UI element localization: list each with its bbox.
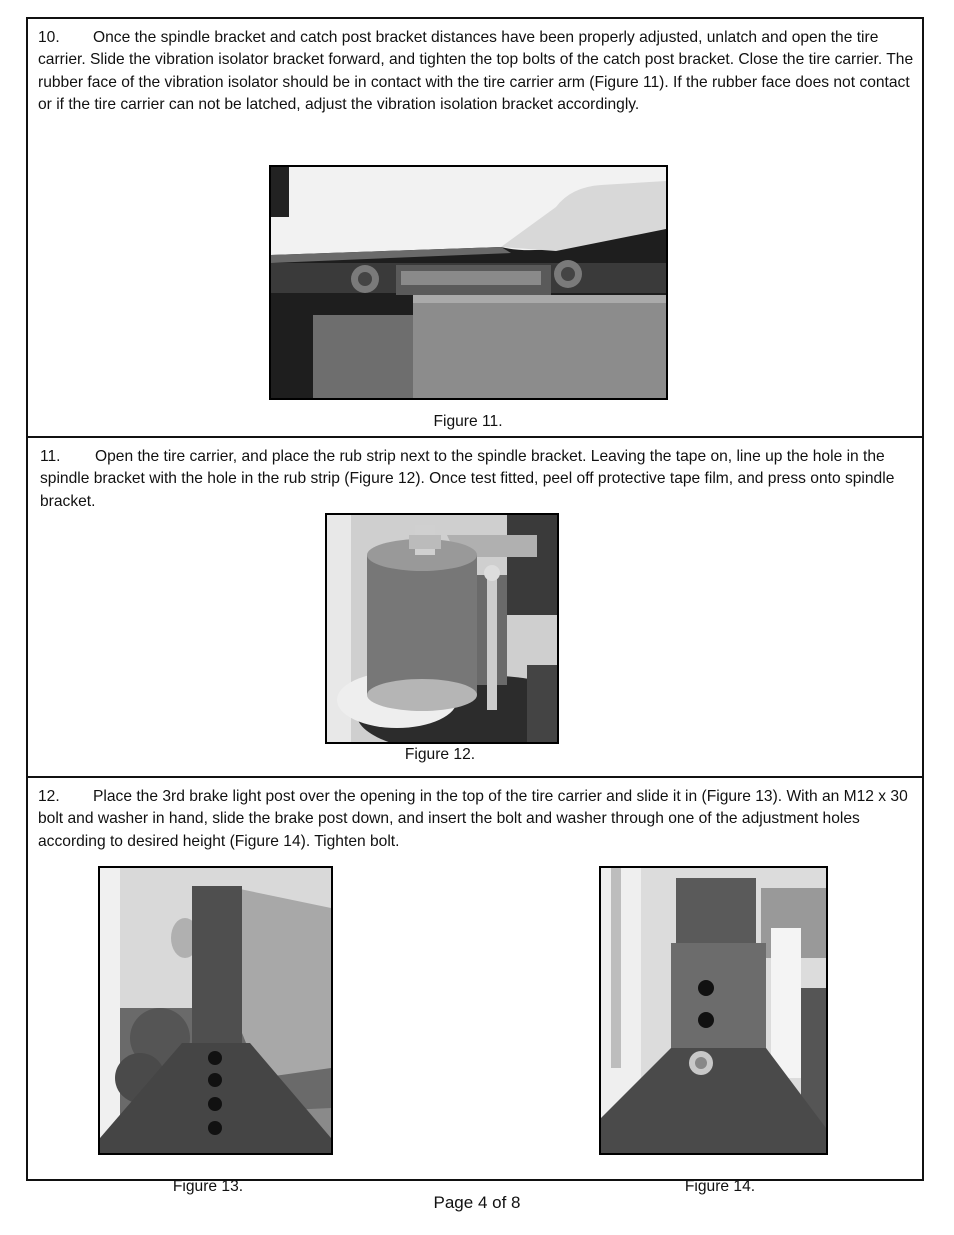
figure-14-photo bbox=[599, 866, 828, 1155]
step-11-text: 11. Open the tire carrier, and place the rub strip next to the spindle bracket. Leaving the tape on, line up the hole in the spindle bracket with the hole in the rub strip (Figure 12). Once test fitted, peel off protective tape film, and press onto spindle bracket. bbox=[40, 448, 895, 510]
figure-13-caption: Figure 13. bbox=[172, 1178, 244, 1195]
figure-11-caption: Figure 11. bbox=[433, 413, 503, 430]
step-12-section bbox=[28, 778, 922, 1195]
figure-13-photo bbox=[98, 866, 333, 1155]
figure-14-caption: Figure 14. bbox=[684, 1178, 756, 1195]
step-number: 12. bbox=[38, 788, 60, 805]
step-number: 11. bbox=[40, 448, 61, 465]
step-10-text: 10. Once the spindle bracket and catch post bracket distances have been properly adjusted, unlatch and open the tire carrier. Slide the vibration isolator bracket forward, and tighten the top bolts of the catch post bracket. Close the tire carrier. The rubber face of the vibration isolator should be in contact with the tire carrier arm (Figure 11). If the rubber face does not contact or if the tire carrier can not be latched, adjust the vibration isolation bracket accordingly. bbox=[38, 29, 914, 114]
step-number: 10. bbox=[38, 29, 60, 46]
step-12-text: 12. Place the 3rd brake light post over the opening in the top of the tire carrier and slide it in (Figure 13). With an M12 x 30 bolt and washer in hand, slide the brake post down, and insert the bolt and washer through one of the adjustment holes according to desired height (Figure 14). Tighten bolt. bbox=[38, 788, 908, 850]
page-number: Page 4 of 8 bbox=[433, 1193, 521, 1212]
step-10-section bbox=[28, 19, 922, 438]
figure-12-photo bbox=[325, 513, 559, 744]
document-frame bbox=[26, 17, 924, 1195]
step-11-section bbox=[28, 438, 922, 778]
figure-11-photo bbox=[269, 165, 668, 400]
figure-12-caption: Figure 12. bbox=[404, 746, 476, 763]
